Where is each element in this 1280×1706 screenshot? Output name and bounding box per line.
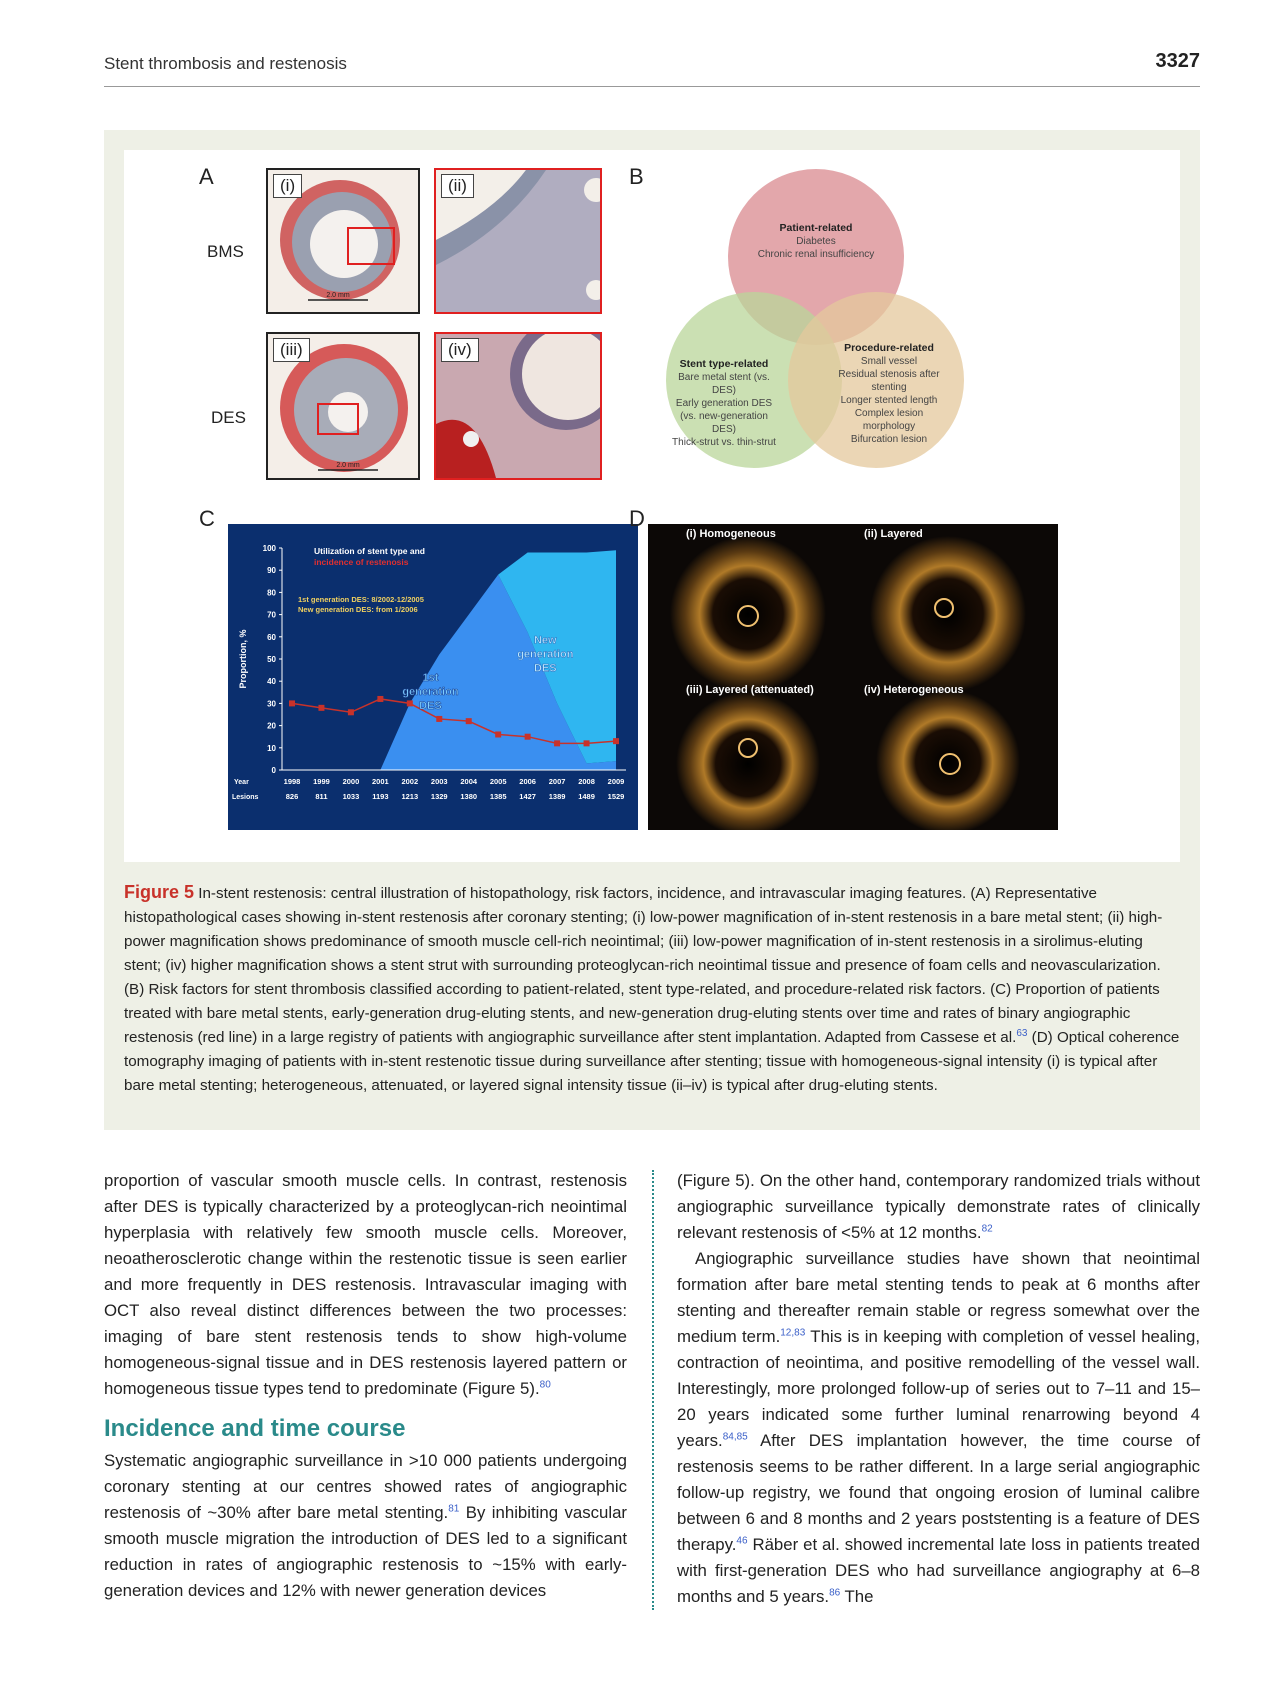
x-tick-label: 2007 <box>548 777 566 786</box>
y-tick-label: 0 <box>271 766 276 775</box>
x-tick-label: 2009 <box>607 777 625 786</box>
x-tick-label: 1999 <box>313 777 330 786</box>
left-column <box>104 1168 627 1604</box>
lesion-count-label: 1380 <box>460 792 478 801</box>
oct-images <box>648 524 1058 830</box>
x-row-label-year: Year <box>234 779 249 786</box>
left-paragraph-1: proportion of vascular smooth muscle cells. In contrast, restenosis after DES is typically characterized by a proteoglycan-rich neointimal hyperplasia with relatively few smooth muscle cells. Moreover, neoatherosclerotic change within the restenotic tissue is seen earlier and more frequently in DES restenosis. Intravascular imaging with OCT also reveal distinct differences between the two processes: imaging of bare stent restenosis tends to show high-volume homogeneous-signal tissue and in DES restenosis layered pattern or homogeneous tissue types tend to predominate (Figure 5). <box>104 1171 627 1398</box>
ref-link[interactable]: 86 <box>829 1587 841 1599</box>
caption-text: In-stent restenosis: central illustration of histopathology, risk factors, incidence, and intravascular imaging features. (A) Representative histopathological cases showing in-stent restenosis after coronary stenting; (i) low-power magnification of in-stent restenosis in a bare metal stent; (ii) high-power magnification shows predominance of smooth muscle cell-rich neointimal; (iii) low-power magnification of in-stent restenosis in a sirolimus-eluting stent; (iv) higher magnification shows a stent strut with surrounding proteoglycan-rich neointimal tissue and presence of foam cells and neovascularization. (B) Risk factors for stent thrombosis classified according to patient-related, stent type-related, and procedure-related risk factors. (C) Proportion of patients treated with bare metal stents, early-generation drug-eluting stents, and new-generation drug-eluting stents over time and rates of binary angiographic restenosis (red line) in a large registry of patients with angiographic surveillance after stent implantation. Adapted from Cassese et al. <box>124 885 1163 1046</box>
ref-link[interactable]: 12,83 <box>780 1327 806 1339</box>
row-label-des: DES <box>211 408 246 427</box>
y-tick-label: 100 <box>262 544 276 553</box>
restenosis-chart <box>228 524 638 830</box>
oct-label-ii: (ii) Layered <box>864 528 923 540</box>
left-paragraph-2-cont: By inhibiting vascular smooth muscle migration the introduction of DES led to a significant reduction in rates of angiographic restenosis to ~15% with early-generation devices and 12% with newer generation devices <box>104 1503 627 1600</box>
right-paragraph-2e: The <box>840 1587 874 1606</box>
x-tick-label: 2002 <box>401 777 419 786</box>
oct-panel <box>648 524 1058 830</box>
histology-panel-iii <box>266 332 420 480</box>
figure-5 <box>104 130 1200 1130</box>
figure-caption <box>124 880 1180 1098</box>
caption-ref[interactable]: 63 <box>1016 1027 1028 1039</box>
venn-stent-item: Bare metal stent (vs. DES) <box>678 372 770 396</box>
running-header <box>104 50 1200 87</box>
lesion-count-label: 1427 <box>519 792 536 801</box>
venn-stent-text <box>669 358 779 449</box>
lesion-count-label: 1193 <box>372 792 389 801</box>
series-label-first-gen: generation <box>402 686 459 699</box>
venn-procedure-text <box>834 342 944 446</box>
lesion-count-label: 1385 <box>489 792 507 801</box>
right-paragraph-2: Angiographic surveillance studies have shown that neointimal formation after bare metal stenting tends to peak at 6 months after stenting and thereafter remain stable or regress somewhat over the medium term. <box>677 1249 1200 1346</box>
restenosis-point <box>289 700 295 706</box>
y-tick-label: 70 <box>267 610 276 620</box>
venn-patient-text <box>726 222 906 261</box>
annotation-first-gen: 1st generation DES: 8/2002-12/2005 <box>298 595 424 604</box>
series-label-new-gen: New <box>533 634 557 647</box>
panel-label-a: A <box>199 164 214 189</box>
panel-label-i: (i) <box>273 174 302 198</box>
lesion-count-label: 811 <box>315 792 328 801</box>
x-tick-label: 2000 <box>342 777 360 786</box>
restenosis-point <box>348 709 354 715</box>
series-label-first-gen: 1st <box>422 672 439 685</box>
figure-label: Figure 5 <box>124 882 195 902</box>
oct-image-i <box>670 536 826 692</box>
chart-subtitle: incidence of restenosis <box>314 557 409 567</box>
lesion-count-label: 1033 <box>342 792 360 801</box>
row-label-bms: BMS <box>207 242 244 261</box>
oct-image-iv <box>876 690 1020 830</box>
venn-procedure-item: Residual stenosis after stenting <box>838 369 940 393</box>
figure-image-area <box>124 150 1180 862</box>
oct-image-iii <box>676 692 820 830</box>
series-label-first-gen: DES <box>419 700 442 713</box>
y-tick-label: 40 <box>267 677 276 687</box>
annotation-new-gen: New generation DES: from 1/2006 <box>298 605 418 614</box>
oct-image-ii <box>870 536 1026 692</box>
venn-stent-item: Thick-strut vs. thin-strut <box>672 437 776 448</box>
right-column <box>677 1168 1200 1610</box>
lesion-count-label: 1529 <box>607 792 625 801</box>
y-tick-label: 60 <box>267 632 276 642</box>
venn-patient-item: Chronic renal insufficiency <box>757 249 875 260</box>
scale-bar-text-iii: 2.0 mm <box>336 462 360 469</box>
lesion-count-label: 826 <box>285 792 299 801</box>
ref-link[interactable]: 84,85 <box>722 1431 748 1443</box>
running-title: Stent thrombosis and restenosis <box>104 54 347 73</box>
panel-label-b: B <box>629 164 644 189</box>
caption-text-d: (D) Optical coherence tomography imaging of patients with in-stent restenotic tissue during surveillance after stenting; tissue with homogeneous-signal intensity (i) is typical after bare metal stenting; heterogeneous, attenuated, or layered signal intensity tissue (ii–iv) is typical after drug-eluting stents. <box>124 1029 1180 1094</box>
y-axis-label: Proportion, % <box>238 629 248 689</box>
oct-label-iii: (iii) Layered (attenuated) <box>686 684 814 696</box>
x-tick-label: 2001 <box>372 777 389 786</box>
chart-title: Utilization of stent type and <box>314 546 425 556</box>
x-tick-label: 2005 <box>489 777 507 786</box>
y-tick-label: 80 <box>267 588 276 598</box>
restenosis-point <box>495 731 501 737</box>
oct-label-i: (i) Homogeneous <box>686 528 776 540</box>
restenosis-point <box>554 740 560 746</box>
lesion-count-label: 1489 <box>578 792 595 801</box>
ref-link[interactable]: 46 <box>736 1535 748 1547</box>
restenosis-point <box>436 716 442 722</box>
venn-procedure-item: Complex lesion morphology <box>854 408 924 432</box>
restenosis-point <box>525 734 531 740</box>
ref-link[interactable]: 82 <box>981 1223 993 1235</box>
restenosis-point <box>584 740 590 746</box>
venn-patient-item: Diabetes <box>796 236 836 247</box>
page-number: 3327 <box>1155 50 1200 72</box>
panel-label-c: C <box>199 506 215 531</box>
lesion-count-label: 1213 <box>401 792 419 801</box>
right-paragraph-2b: This is in keeping with completion of vessel healing, contraction of neointima, and positive remodelling of the vessel wall. Interestingly, more prolonged follow-up of series out to 7–11 and 15–20 years indicated some further luminal renarrowing beyond 4 years. <box>677 1327 1200 1450</box>
panel-label-iii: (iii) <box>273 338 310 362</box>
right-paragraph-1: (Figure 5). On the other hand, contemporary randomized trials without angiographic surveillance typically demonstrate rates of clinically relevant restenosis of <5% at 12 months. <box>677 1171 1200 1242</box>
oct-label-iv: (iv) Heterogeneous <box>864 684 964 696</box>
venn-procedure-item: Bifurcation lesion <box>850 434 928 445</box>
section-heading: Incidence and time course <box>104 1415 406 1442</box>
venn-procedure-title: Procedure-related <box>844 342 934 354</box>
restenosis-point <box>318 705 324 711</box>
y-tick-label: 30 <box>267 699 276 709</box>
y-tick-label: 90 <box>267 566 276 576</box>
venn-procedure-item: Longer stented length <box>840 395 938 406</box>
series-label-new-gen: generation <box>517 648 574 661</box>
column-divider <box>652 1170 654 1610</box>
y-tick-label: 10 <box>267 743 276 753</box>
x-tick-label: 1998 <box>283 777 301 786</box>
panel-label-ii: (ii) <box>441 174 474 198</box>
lesion-count-label: 1389 <box>548 792 566 801</box>
y-tick-label: 50 <box>267 655 276 664</box>
x-tick-label: 2008 <box>578 777 595 786</box>
y-tick-label: 20 <box>267 721 276 731</box>
left-paragraph-2: Systematic angiographic surveillance in >10 000 patients undergoing coronary stenting at our centres showed rates of angiographic restenosis of ~30% after bare metal stenting. <box>104 1451 627 1522</box>
x-tick-label: 2006 <box>519 777 536 786</box>
x-tick-label: 2003 <box>430 777 448 786</box>
histology-panel-i <box>266 168 420 314</box>
x-row-label-lesions: Lesions <box>232 794 259 801</box>
panel-label-iv: (iv) <box>441 338 479 362</box>
restenosis-point <box>466 718 472 724</box>
venn-stent-title: Stent type-related <box>679 358 769 370</box>
histology-panel-ii <box>434 168 602 314</box>
panel-label-d: D <box>629 506 645 531</box>
venn-patient-title: Patient-related <box>779 222 853 234</box>
ref-link[interactable]: 80 <box>539 1379 551 1391</box>
restenosis-point <box>407 700 413 706</box>
ref-link[interactable]: 81 <box>448 1503 460 1515</box>
right-paragraph-2d: Räber et al. showed incremental late loss in patients treated with first-generation DES who had surveillance angiography at 6–8 months and 5 years. <box>677 1535 1200 1606</box>
histology-panel-iv <box>434 332 602 480</box>
venn-procedure-item: Small vessel <box>860 356 918 367</box>
scale-bar-text-i: 2.0 mm <box>326 292 350 299</box>
x-tick-label: 2004 <box>460 777 478 786</box>
series-label-new-gen: DES <box>533 662 557 675</box>
lesion-count-label: 1329 <box>430 792 448 801</box>
right-paragraph-2c: After DES implantation however, the time course of restenosis seems to be rather different. In a large serial angiographic follow-up registry, we found that ongoing erosion of luminal calibre between 6 and 8 months and 2 years poststenting is a feature of DES therapy. <box>677 1431 1200 1554</box>
restenosis-point <box>613 738 619 744</box>
restenosis-point <box>377 696 383 702</box>
venn-stent-item: Early generation DES (vs. new-generation DES) <box>675 398 773 435</box>
